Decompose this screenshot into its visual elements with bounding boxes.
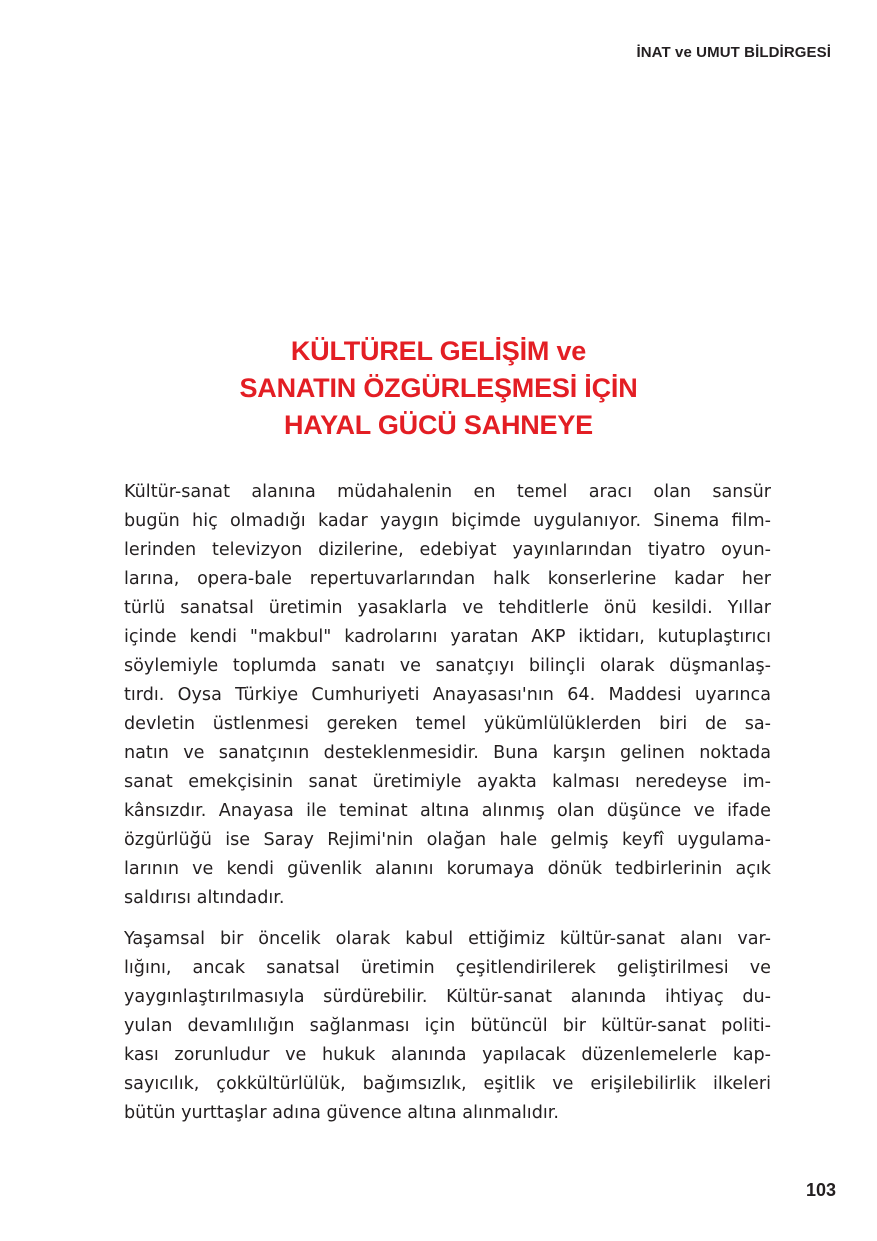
- text-line: natın ve sanatçının desteklenmesidir. Buna karşın gelinen noktada: [124, 743, 771, 763]
- text-line: söylemiyle toplumda sanatı ve sanatçıyı bilinçli olarak düşmanlaş-: [124, 656, 771, 676]
- text-line: türlü sanatsal üretimin yasaklarla ve tehditlerle önü kesildi. Yıllar: [124, 598, 771, 618]
- paragraph-1: [124, 478, 771, 913]
- text-line: larına, opera-bale repertuvarlarından halk konserlerine kadar her: [124, 569, 771, 589]
- text-line: lerinden televizyon dizilerine, edebiyat yayınlarından tiyatro oyun-: [124, 540, 771, 560]
- text-line: devletin üstlenmesi gereken temel yükümlülüklerden biri de sa-: [124, 714, 771, 734]
- text-line: kası zorunludur ve hukuk alanında yapılacak düzenlemelerle kap-: [124, 1045, 771, 1065]
- text-line: Kültür-sanat alanına müdahalenin en temel aracı olan sansür: [124, 482, 771, 502]
- section-title-line: KÜLTÜREL GELİŞİM ve: [290, 336, 587, 366]
- body-text: [124, 478, 771, 1128]
- text-line: içinde kendi "makbul" kadrolarını yaratan AKP iktidarı, kutuplaştırıcı: [124, 627, 771, 647]
- section-title-line: HAYAL GÜCÜ SAHNEYE: [284, 410, 593, 440]
- text-line: sayıcılık, çokkültürlülük, bağımsızlık, eşitlik ve erişilebilirlik ilkeleri: [124, 1074, 771, 1094]
- text-line: larının ve kendi güvenlik alanını korumaya dönük tedbirlerinin açık: [124, 859, 771, 879]
- text-line: tırdı. Oysa Türkiye Cumhuriyeti Anayasası'nın 64. Maddesi uyarınca: [124, 685, 771, 705]
- section-title-line: SANATIN ÖZGÜRLEŞMESİ İÇİN: [239, 373, 638, 403]
- text-line: lığını, ancak sanatsal üretimin çeşitlendirilerek geliştirilmesi ve: [124, 958, 771, 978]
- section-title: [0, 333, 877, 444]
- running-header: İNAT ve UMUT BİLDİRGESİ: [636, 44, 831, 61]
- text-line: saldırısı altındadır.: [124, 888, 285, 908]
- text-line: bütün yurttaşlar adına güvence altına alınmalıdır.: [124, 1103, 559, 1123]
- text-line: bugün hiç olmadığı kadar yaygın biçimde uygulanıyor. Sinema film-: [124, 511, 771, 531]
- text-line: yaygınlaştırılmasıyla sürdürebilir. Kültür-sanat alanında ihtiyaç du-: [124, 987, 771, 1007]
- text-line: kânsızdır. Anayasa ile teminat altına alınmış olan düşünce ve ifade: [124, 801, 771, 821]
- text-line: özgürlüğü ise Saray Rejimi'nin olağan hale gelmiş keyfî uygulama-: [124, 830, 771, 850]
- paragraph-gap: [124, 913, 771, 925]
- text-line: Yaşamsal bir öncelik olarak kabul ettiğimiz kültür-sanat alanı var-: [124, 929, 771, 949]
- page-number: 103: [805, 1180, 836, 1200]
- text-line: sanat emekçisinin sanat üretimiyle ayakta kalması neredeyse im-: [124, 772, 771, 792]
- text-line: yulan devamlılığın sağlanması için bütüncül bir kültür-sanat politi-: [124, 1016, 771, 1036]
- paragraph-2: [124, 925, 771, 1128]
